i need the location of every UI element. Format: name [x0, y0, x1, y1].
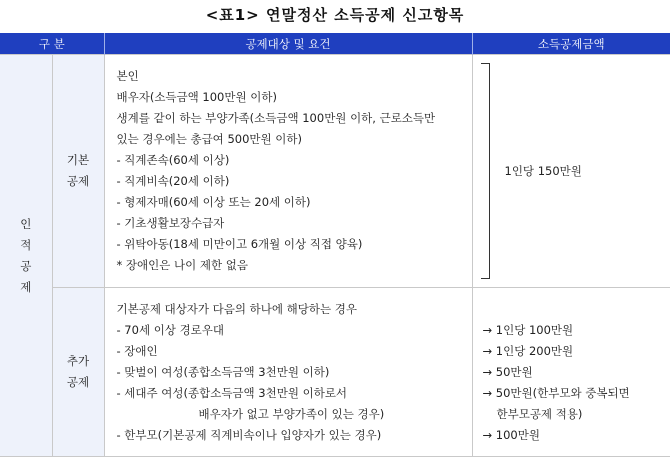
table-header-row	[0, 33, 670, 55]
additional-deduction-label: 추가 공제	[52, 288, 104, 457]
basic-deduction-label: 기본 공제	[52, 55, 104, 288]
amount-line: 한부모공제 적용)	[496, 406, 583, 421]
requirement-line: - 세대주 여성(종합소득금액 3천만원 이하로서	[116, 385, 348, 400]
requirement-line: 배우자가 없고 부양가족이 있는 경우)	[198, 406, 385, 421]
requirement-line: 생계를 같이 하는 부양가족(소득금액 100만원 이하, 근로소득만	[116, 111, 436, 125]
additional-amounts	[472, 288, 670, 457]
requirement-line: - 기초생활보장수급자	[116, 216, 225, 230]
requirement-line: 배우자(소득금액 100만원 이하)	[116, 90, 277, 104]
requirement-line: 본인	[116, 69, 139, 83]
amount-line: → 100만원	[482, 427, 540, 442]
requirement-line: - 70세 이상 경로우대	[116, 322, 225, 337]
requirement-line: - 직계존속(60세 이상)	[116, 153, 230, 167]
requirement-line: - 맞벌이 여성(종합소득금액 3천만원 이하)	[116, 364, 330, 379]
deduction-table	[0, 33, 670, 457]
requirement-line: * 장애인은 나이 제한 없음	[116, 258, 248, 272]
header-amount: 소득공제금액	[472, 33, 670, 55]
amount-line: → 50만원(한부모와 중복되면	[482, 385, 630, 400]
requirement-line: - 장애인	[116, 343, 158, 358]
amount-line: → 50만원	[482, 364, 533, 379]
bracket-shape	[481, 63, 490, 279]
header-category: 구 분	[0, 33, 104, 55]
additional-deduction-row	[0, 288, 670, 457]
header-requirements: 공제대상 및 요건	[104, 33, 472, 55]
basic-amount: 1인당 150만원	[504, 164, 582, 178]
amount-line: → 1인당 100만원	[482, 322, 574, 337]
requirement-line: - 한부모(기본공제 직계비속이나 입양자가 있는 경우)	[116, 427, 382, 442]
additional-requirements	[104, 288, 472, 457]
additional-intro: 기본공제 대상자가 다음의 하나에 해당하는 경우	[116, 301, 357, 316]
basic-amount-cell	[472, 55, 670, 288]
table-title: <표1> 연말정산 소득공제 신고항목	[205, 6, 465, 24]
personal-deduction-label: 인 적 공 제	[0, 55, 52, 457]
basic-deduction-row	[0, 55, 670, 288]
requirement-line: - 직계비속(20세 이하)	[116, 174, 230, 188]
requirement-line: - 형제자매(60세 이상 또는 20세 이하)	[116, 195, 311, 209]
requirement-line: 있는 경우에는 총급여 500만원 이하)	[116, 132, 302, 146]
requirement-line: - 위탁아동(18세 미만이고 6개월 이상 직접 양육)	[116, 237, 363, 251]
amount-line: → 1인당 200만원	[482, 343, 574, 358]
basic-requirements	[104, 55, 472, 288]
